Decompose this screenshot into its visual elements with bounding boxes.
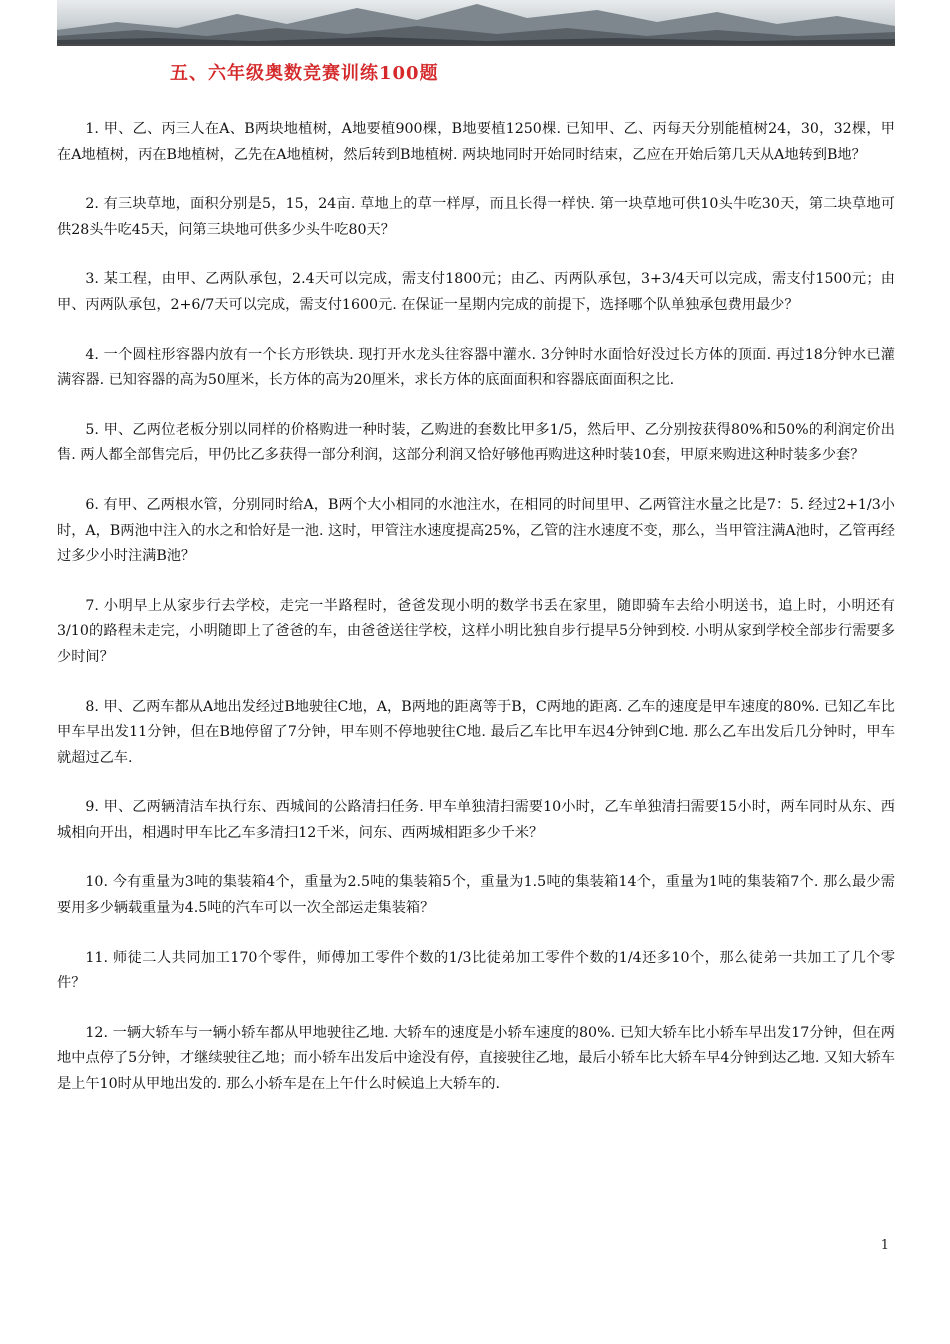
problem-item: 4. 一个圆柱形容器内放有一个长方形铁块. 现打开水龙头往容器中灌水. 3分钟时水面恰好没过长方体的顶面. 再过18分钟水已灌满容器. 已知容器的高为50厘米，长方体的高为20厘米，求长方体的底面面积和容器底面面积之比. [57,346,895,389]
problem-item: 2. 有三块草地，面积分别是5，15，24亩. 草地上的草一样厚，而且长得一样快. 第一块草地可供10头牛吃30天，第二块草地可供28头牛吃45天，问第三块地可供多少头牛吃80天？ [57,196,895,238]
mountain-landscape-icon [57,0,895,44]
problem-item: 12. 一辆大轿车与一辆小轿车都从甲地驶往乙地. 大轿车的速度是小轿车速度的80%. 已知大轿车比小轿车早出发17分钟，但在两地中点停了5分钟，才继续驶往乙地；而小轿车出发后中途没有停，直接驶往乙地，最后小轿车比大轿车早4分钟到达乙地. 又知大轿车是上午10时从甲地出发的. 那么小轿车是在上午什么时候追上大轿车的. [57,1024,895,1093]
problem-item: 1. 甲、乙、丙三人在A、B两块地植树，A地要植900棵，B地要植1250棵. 已知甲、乙、丙每天分别能植树24，30，32棵，甲在A地植树，丙在B地植树，乙先在A地植树，然后转到B地植树. 两块地同时开始同时结束，乙应在开始后第几天从A地转到B地？ [57,121,895,163]
problem-item: 7. 小明早上从家步行去学校，走完一半路程时，爸爸发现小明的数学书丢在家里，随即骑车去给小明送书，追上时，小明还有3/10的路程未走完，小明随即上了爸爸的车，由爸爸送往学校，这样小明比独自步行提早5分钟到校. 小明从家到学校全部步行需要多少时间？ [57,597,895,665]
problem-item: 5. 甲、乙两位老板分别以同样的价格购进一种时装，乙购进的套数比甲多1/5，然后甲、乙分别按获得80%和50%的利润定价出售. 两人都全部售完后，甲仍比乙多获得一部分利润，这部分利润又恰好够他再购进这种时装10套，甲原来购进这种时装多少套？ [57,421,895,464]
problem-item: 8. 甲、乙两车都从A地出发经过B地驶往C地，A，B两地的距离等于B，C两地的距离. 乙车的速度是甲车速度的80%. 已知乙车比甲车早出发11分钟，但在B地停留了7分钟，甲车则不停地驶往C地. 最后乙车比甲车迟4分钟到C地. 那么乙车出发后几分钟时，甲车就超过乙车. [57,698,895,766]
document-title: 五、六年级奥数竞赛训练100题 [170,63,439,84]
page-number: 1 [880,1238,889,1253]
problem-item: 3. 某工程，由甲、乙两队承包，2.4天可以完成，需支付1800元；由乙、丙两队承包，3+3/4天可以完成，需支付1500元；由甲、丙两队承包，2+6/7天可以完成，需支付1600元. 在保证一星期内完成的前提下，选择哪个队单独承包费用最少？ [57,271,895,313]
problem-item: 9. 甲、乙两辆清洁车执行东、西城间的公路清扫任务. 甲车单独清扫需要10小时，乙车单独清扫需要15小时，两车同时从东、西城相向开出，相遇时甲车比乙车多清扫12千米，问东、西两城相距多少千米？ [57,799,895,841]
header-banner-image [57,0,895,46]
problem-item: 6. 有甲、乙两根水管，分别同时给A，B两个大小相同的水池注水，在相同的时间里甲、乙两管注水量之比是7：5. 经过2+1/3小时，A，B两池中注入的水之和恰好是一池. 这时，甲管注水速度提高25%，乙管的注水速度不变，那么，当甲管注满A池时，乙管再经过多少小时注满B池？ [57,496,895,565]
problem-item: 10. 今有重量为3吨的集装箱4个，重量为2.5吨的集装箱5个，重量为1.5吨的集装箱14个，重量为1吨的集装箱7个. 那么最少需要用多少辆载重量为4.5吨的汽车可以一次全部运走集装箱？ [57,874,895,917]
problem-list [57,117,895,1122]
problem-item: 11. 师徒二人共同加工170个零件，师傅加工零件个数的1/3比徒弟加工零件个数的1/4还多10个，那么徒弟一共加工了几个零件？ [57,949,895,992]
